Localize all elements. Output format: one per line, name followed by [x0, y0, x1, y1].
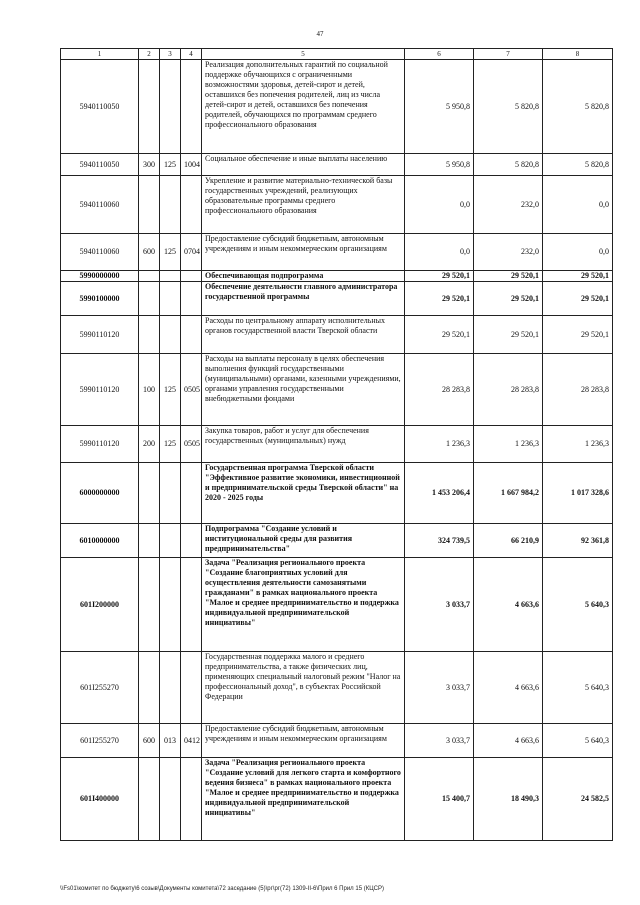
row-value-2020-cell: 0,0: [405, 176, 474, 234]
table-row: [61, 60, 613, 154]
row-description-cell: Государственная программа Тверской области "Эффективное развитие экономики, инвестиционной и предпринимательской среды Тверской области" на 2020 - 2025 годы: [202, 463, 405, 524]
row-section-cell: [181, 282, 202, 316]
row-value-2022-cell: 0,0: [543, 234, 613, 271]
header-cell: 8: [543, 49, 613, 60]
row-ministry-cell: [160, 282, 181, 316]
row-description-cell: Предоставление субсидий бюджетным, автономным учреждениям и иным некоммерческим организациям: [202, 234, 405, 271]
table-row: [61, 154, 613, 176]
row-code-cell: 5940110060: [61, 176, 139, 234]
row-value-2022-cell: 5 820,8: [543, 154, 613, 176]
row-value-2020-cell: 28 283,8: [405, 354, 474, 426]
row-code-cell: 5990110120: [61, 354, 139, 426]
row-section-cell: [181, 316, 202, 354]
row-value-2022-cell: 1 236,3: [543, 426, 613, 463]
row-value-2021-cell: 1 236,3: [474, 426, 543, 463]
row-expense-type-cell: [139, 524, 160, 558]
row-value-2020-cell: 29 520,1: [405, 282, 474, 316]
row-ministry-cell: 013: [160, 724, 181, 758]
row-ministry-cell: 125: [160, 354, 181, 426]
row-description-cell: Предоставление субсидий бюджетным, автономным учреждениям и иным некоммерческим организациям: [202, 724, 405, 758]
row-section-cell: [181, 524, 202, 558]
row-section-cell: [181, 463, 202, 524]
row-value-2022-cell: 5 820,8: [543, 60, 613, 154]
row-value-2021-cell: 232,0: [474, 176, 543, 234]
row-section-cell: 0505: [181, 354, 202, 426]
row-description-cell: Обеспечивающая подпрограмма: [202, 271, 405, 282]
row-description-cell: Реализация дополнительных гарантий по социальной поддержке обучающихся с ограниченными возможностями здоровья, детей-сирот и детей, оставшихся без попечения родителей, лиц из числа детей-сирот и детей, оставшихся без попечения родителей, обучающихся по программам среднего профессионального образования: [202, 60, 405, 154]
row-expense-type-cell: [139, 316, 160, 354]
row-value-2022-cell: 0,0: [543, 176, 613, 234]
row-expense-type-cell: [139, 652, 160, 724]
header-cell: 6: [405, 49, 474, 60]
header-cell: 1: [61, 49, 139, 60]
row-value-2022-cell: 28 283,8: [543, 354, 613, 426]
row-description-cell: Закупка товаров, работ и услуг для обеспечения государственных (муниципальных) нужд: [202, 426, 405, 463]
table-row: [61, 282, 613, 316]
table-body: [61, 60, 613, 841]
row-ministry-cell: [160, 316, 181, 354]
table-row: [61, 558, 613, 652]
row-code-cell: 5990110120: [61, 316, 139, 354]
page-number: 47: [316, 30, 324, 38]
row-code-cell: 601I400000: [61, 758, 139, 841]
row-value-2021-cell: 5 820,8: [474, 60, 543, 154]
row-value-2021-cell: 232,0: [474, 234, 543, 271]
row-expense-type-cell: [139, 176, 160, 234]
row-value-2021-cell: 4 663,6: [474, 558, 543, 652]
row-value-2022-cell: 5 640,3: [543, 724, 613, 758]
row-expense-type-cell: 600: [139, 234, 160, 271]
row-value-2020-cell: 5 950,8: [405, 154, 474, 176]
row-ministry-cell: 125: [160, 234, 181, 271]
row-description-cell: Государственная поддержка малого и среднего предпринимательства, а также физических лиц, применяющих специальный налоговый режим "Налог на профессиональный доход", в субъектах Российской Федерации: [202, 652, 405, 724]
row-value-2021-cell: 18 490,3: [474, 758, 543, 841]
table-row: [61, 271, 613, 282]
row-value-2021-cell: 4 663,6: [474, 652, 543, 724]
row-value-2022-cell: 1 017 328,6: [543, 463, 613, 524]
table-row: [61, 176, 613, 234]
row-expense-type-cell: 300: [139, 154, 160, 176]
row-value-2020-cell: 29 520,1: [405, 316, 474, 354]
table-row: [61, 234, 613, 271]
row-value-2022-cell: 29 520,1: [543, 271, 613, 282]
table-row: [61, 524, 613, 558]
row-value-2020-cell: 324 739,5: [405, 524, 474, 558]
row-code-cell: 5990100000: [61, 282, 139, 316]
row-code-cell: 5990000000: [61, 271, 139, 282]
row-value-2020-cell: 29 520,1: [405, 271, 474, 282]
row-value-2022-cell: 24 582,5: [543, 758, 613, 841]
table-row: [61, 758, 613, 841]
row-section-cell: 0704: [181, 234, 202, 271]
row-description-cell: Подпрограмма "Создание условий и институциональной среды для развития предпринимательства": [202, 524, 405, 558]
table-row: [61, 426, 613, 463]
row-expense-type-cell: 600: [139, 724, 160, 758]
row-expense-type-cell: [139, 558, 160, 652]
header-cell: 7: [474, 49, 543, 60]
row-code-cell: 6000000000: [61, 463, 139, 524]
row-ministry-cell: [160, 524, 181, 558]
row-value-2021-cell: 4 663,6: [474, 724, 543, 758]
row-code-cell: 601I200000: [61, 558, 139, 652]
row-ministry-cell: [160, 463, 181, 524]
footer-file-path: \\Fs01\комитет по бюджету\6 созыв\Документы комитета\72 заседание (5)\рг\рг(72) 1309-II-6\Прил 6 Прил 15 (КЦСР): [60, 886, 384, 892]
row-section-cell: [181, 60, 202, 154]
row-expense-type-cell: [139, 282, 160, 316]
row-expense-type-cell: [139, 463, 160, 524]
row-section-cell: [181, 271, 202, 282]
table-row: [61, 316, 613, 354]
row-description-cell: Социальное обеспечение и иные выплаты населению: [202, 154, 405, 176]
row-value-2020-cell: 0,0: [405, 234, 474, 271]
row-expense-type-cell: 100: [139, 354, 160, 426]
row-expense-type-cell: [139, 758, 160, 841]
row-ministry-cell: [160, 558, 181, 652]
row-section-cell: [181, 176, 202, 234]
row-value-2022-cell: 5 640,3: [543, 652, 613, 724]
row-section-cell: 0412: [181, 724, 202, 758]
header-cell: 2: [139, 49, 160, 60]
row-value-2022-cell: 29 520,1: [543, 282, 613, 316]
row-value-2020-cell: 3 033,7: [405, 558, 474, 652]
row-value-2020-cell: 1 453 206,4: [405, 463, 474, 524]
row-ministry-cell: [160, 176, 181, 234]
row-value-2020-cell: 3 033,7: [405, 652, 474, 724]
table-row: [61, 652, 613, 724]
row-code-cell: 5990110120: [61, 426, 139, 463]
row-value-2020-cell: 3 033,7: [405, 724, 474, 758]
header-cell: 5: [202, 49, 405, 60]
row-ministry-cell: [160, 758, 181, 841]
row-description-cell: Расходы на выплаты персоналу в целях обеспечения выполнения функций государственными (муниципальными) органами, казенными учреждениями, органами управления государственными внебюджетными фондами: [202, 354, 405, 426]
budget-table: [60, 48, 613, 841]
row-value-2020-cell: 15 400,7: [405, 758, 474, 841]
row-description-cell: Задача "Реализация регионального проекта "Создание благоприятных условий для осуществления деятельности самозанятыми гражданами" в рамках национального проекта "Малое и среднее предпринимательство и поддержка индивидуальной предпринимательской инициативы": [202, 558, 405, 652]
row-section-cell: [181, 558, 202, 652]
row-value-2021-cell: 66 210,9: [474, 524, 543, 558]
row-value-2021-cell: 1 667 984,2: [474, 463, 543, 524]
row-value-2022-cell: 5 640,3: [543, 558, 613, 652]
row-section-cell: [181, 758, 202, 841]
row-description-cell: Обеспечение деятельности главного администратора государственной программы: [202, 282, 405, 316]
row-section-cell: 0505: [181, 426, 202, 463]
table-row: [61, 724, 613, 758]
row-code-cell: 6010000000: [61, 524, 139, 558]
row-value-2021-cell: 29 520,1: [474, 271, 543, 282]
table-row: [61, 354, 613, 426]
row-value-2021-cell: 28 283,8: [474, 354, 543, 426]
row-value-2021-cell: 29 520,1: [474, 316, 543, 354]
row-description-cell: Укрепление и развитие материально-технической базы государственных учреждений, реализующих образовательные программы среднего профессионального образования: [202, 176, 405, 234]
row-ministry-cell: [160, 652, 181, 724]
header-cell: 4: [181, 49, 202, 60]
row-description-cell: Задача "Реализация регионального проекта "Создание условий для легкого старта и комфортного ведения бизнеса" в рамках национального проекта "Малое и среднее предпринимательство и поддержка индивидуальной предпринимательской инициативы": [202, 758, 405, 841]
row-expense-type-cell: 200: [139, 426, 160, 463]
row-ministry-cell: [160, 60, 181, 154]
row-code-cell: 5940110060: [61, 234, 139, 271]
row-description-cell: Расходы по центральному аппарату исполнительных органов государственной власти Тверской области: [202, 316, 405, 354]
row-value-2022-cell: 92 361,8: [543, 524, 613, 558]
row-code-cell: 601I255270: [61, 652, 139, 724]
row-ministry-cell: 125: [160, 154, 181, 176]
row-section-cell: 1004: [181, 154, 202, 176]
row-code-cell: 5940110050: [61, 154, 139, 176]
row-section-cell: [181, 652, 202, 724]
header-row: [61, 49, 613, 60]
row-value-2020-cell: 5 950,8: [405, 60, 474, 154]
row-ministry-cell: 125: [160, 426, 181, 463]
header-cell: 3: [160, 49, 181, 60]
row-expense-type-cell: [139, 271, 160, 282]
row-expense-type-cell: [139, 60, 160, 154]
table-row: [61, 463, 613, 524]
row-value-2021-cell: 5 820,8: [474, 154, 543, 176]
row-value-2020-cell: 1 236,3: [405, 426, 474, 463]
row-code-cell: 5940110050: [61, 60, 139, 154]
row-value-2021-cell: 29 520,1: [474, 282, 543, 316]
row-code-cell: 601I255270: [61, 724, 139, 758]
row-value-2022-cell: 29 520,1: [543, 316, 613, 354]
row-ministry-cell: [160, 271, 181, 282]
